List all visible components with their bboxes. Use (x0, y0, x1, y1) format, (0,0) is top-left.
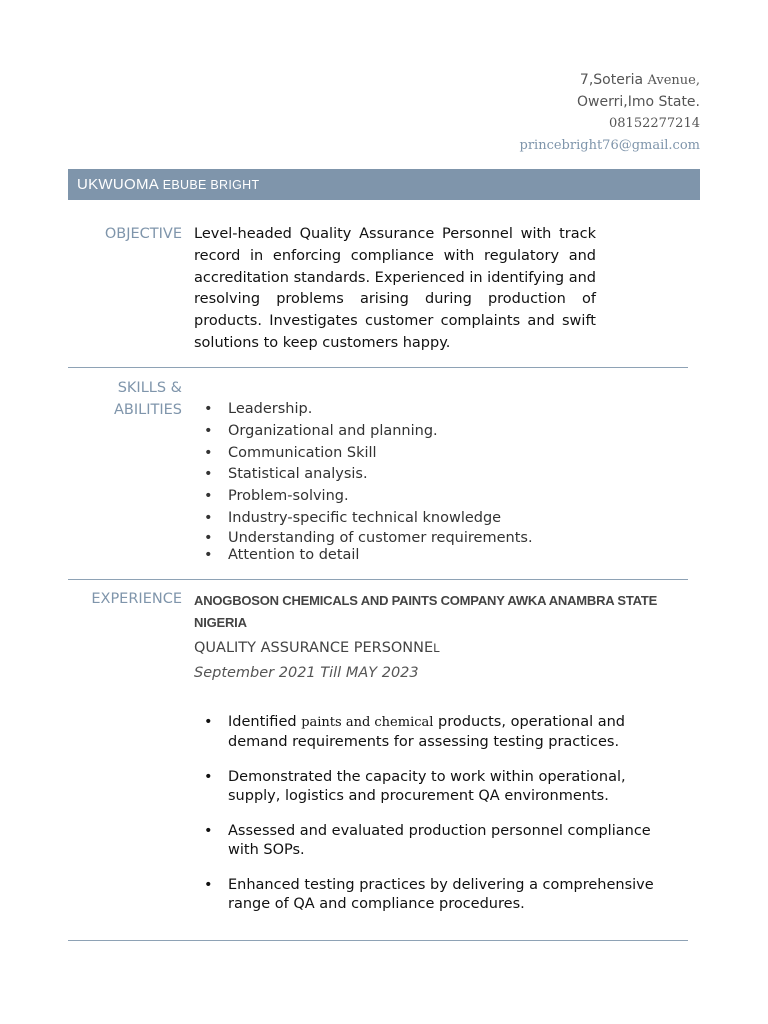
bullet-icon: • (204, 529, 213, 546)
bullet-icon: • (204, 769, 213, 785)
email-address[interactable]: princebright76@gmail.com (519, 137, 700, 153)
skill-item (194, 464, 533, 486)
skill-item (194, 443, 533, 465)
objective-heading: OBJECTIVE (104, 226, 182, 242)
bullet-icon: • (204, 401, 213, 417)
bullet-icon: • (204, 714, 213, 730)
skills-heading-line-2: ABILITIES (114, 401, 182, 418)
phone-number: 08152277214 (609, 116, 700, 131)
skills-list (194, 399, 533, 564)
job-title-end: L (433, 641, 440, 655)
experience-text: Assessed and evaluated production personnel compliance with SOPs. (228, 823, 651, 858)
skill-text: Attention to detail (228, 546, 360, 563)
experience-item (194, 768, 680, 805)
job-title (194, 637, 440, 659)
job-dates: September 2021 Till MAY 2023 (194, 665, 419, 681)
name-banner (68, 169, 700, 200)
skills-heading (114, 378, 182, 421)
divider-experience (68, 940, 688, 941)
experience-text: Enhanced testing practices by delivering a comprehensive range of QA and compliance procedures. (228, 877, 654, 912)
experience-text: products, operational and demand requirements for assessing testing practices. (228, 714, 625, 750)
experience-item (194, 713, 680, 751)
job-title-main: QUALITY ASSURANCE PERSONNE (194, 640, 434, 656)
skill-text: Industry-specific technical knowledge (228, 509, 502, 526)
bullet-icon: • (204, 546, 213, 563)
skill-item (194, 508, 533, 530)
skill-item (194, 399, 533, 421)
skill-text: Communication Skill (228, 444, 377, 461)
skill-item (194, 547, 533, 564)
address-line-1 (520, 70, 700, 92)
bullet-icon: • (204, 877, 213, 893)
skill-text: Problem-solving. (228, 488, 349, 505)
address-street-number: 7,Soteria (579, 72, 648, 88)
divider-objective (68, 367, 688, 368)
experience-item (194, 822, 680, 859)
bullet-icon: • (204, 509, 213, 526)
skill-text: Statistical analysis. (228, 466, 368, 483)
surname: UKWUOMA (77, 176, 163, 193)
address-street-type: Avenue, (647, 73, 700, 88)
experience-heading: EXPERIENCE (91, 591, 182, 607)
skill-text: Understanding of customer requirements. (228, 529, 533, 546)
divider-skills (68, 579, 688, 580)
experience-text: Identified (228, 714, 302, 730)
skill-item (194, 421, 533, 443)
experience-list (194, 713, 680, 930)
bullet-icon: • (204, 823, 213, 839)
experience-text: Demonstrated the capacity to work within operational, supply, logistics and procurement QA environments. (228, 769, 626, 804)
given-names: EBUBE BRIGHT (162, 178, 260, 192)
bullet-icon: • (204, 422, 213, 439)
address-line-2: Owerri,Imo State. (577, 93, 700, 110)
bullet-icon: • (204, 466, 213, 483)
bullet-icon: • (204, 444, 213, 461)
skill-text: Organizational and planning. (228, 422, 438, 439)
bullet-icon: • (204, 488, 213, 505)
skills-heading-line-1: SKILLS & (117, 380, 182, 396)
skill-item (194, 486, 533, 508)
contact-block (520, 70, 700, 156)
experience-item (194, 876, 680, 913)
objective-text: Level-headed Quality Assurance Personnel with track record in enforcing compliance with regulatory and accreditation standards. Experienced in identifying and resolving problems arising during production of products. Investigates customer complaints and swift solutions to keep customers happy. (194, 226, 596, 351)
experience-text-highlight: paints and chemical (301, 715, 434, 730)
company-name: ANOGBOSON CHEMICALS AND PAINTS COMPANY AWKA ANAMBRA STATE NIGERIA (194, 593, 658, 630)
skill-item (194, 530, 533, 547)
skill-text: Leadership. (228, 401, 313, 417)
